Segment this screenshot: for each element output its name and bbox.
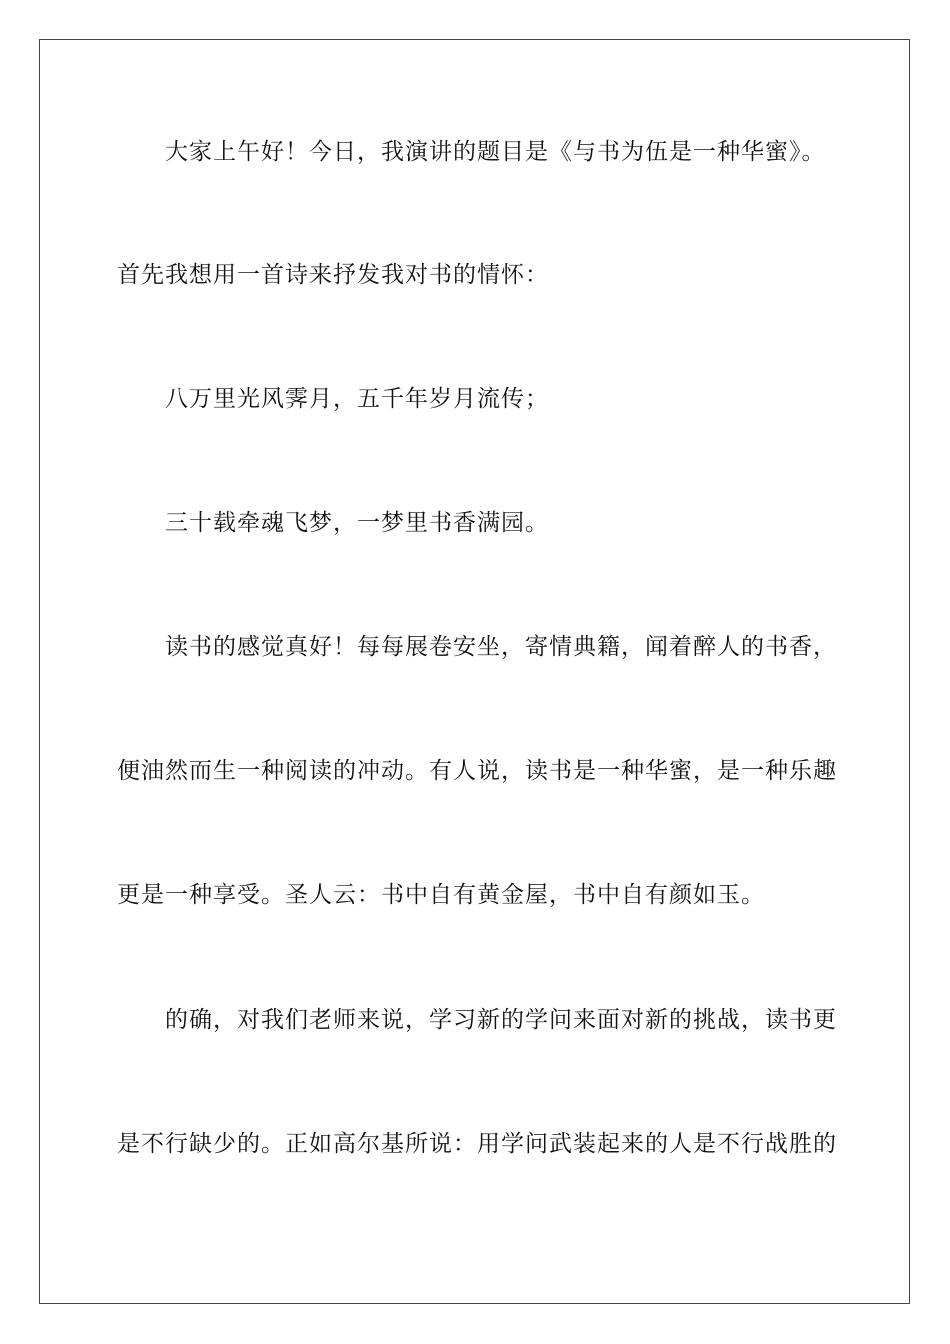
paragraph-line-reading-1: 读书的感觉真好！每每展卷安坐，寄情典籍，闻着醉人的书香， <box>165 634 837 660</box>
page-border <box>39 39 910 1304</box>
paragraph-line-teachers-2: 是不行缺少的。正如高尔基所说：用学问武装起来的人是不行战胜的 <box>117 1131 837 1157</box>
paragraph-line-intro: 首先我想用一首诗来抒发我对书的情怀： <box>117 262 549 288</box>
paragraph-line-reading-3: 更是一种享受。圣人云：书中自有黄金屋，书中自有颜如玉。 <box>117 882 765 908</box>
paragraph-line-greeting: 大家上午好！今日，我演讲的题目是《与书为伍是一种华蜜》。 <box>165 139 826 165</box>
paragraph-line-teachers-1: 的确，对我们老师来说，学习新的学问来面对新的挑战，读书更 <box>165 1007 837 1033</box>
paragraph-line-reading-2: 便油然而生一种阅读的冲动。有人说，读书是一种华蜜，是一种乐趣 <box>117 758 837 784</box>
poem-line-2: 三十载牵魂飞梦，一梦里书香满园。 <box>165 510 549 536</box>
poem-line-1: 八万里光风霁月，五千年岁月流传； <box>165 386 549 412</box>
